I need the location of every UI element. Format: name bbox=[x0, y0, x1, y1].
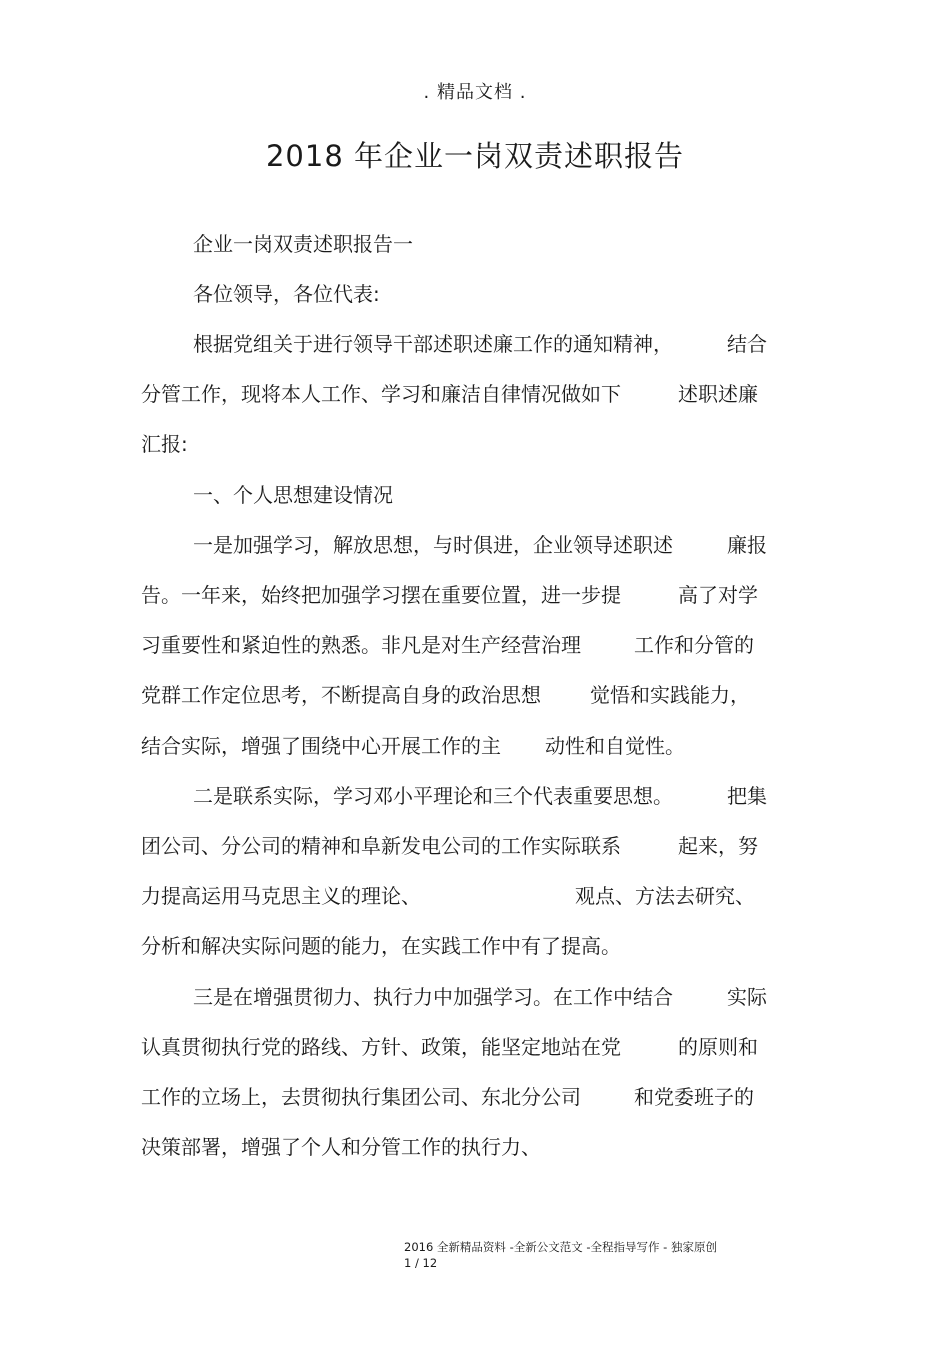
text-segment: 分析和解决实际问题的能力，在实践工作中有了提高。 bbox=[141, 934, 621, 958]
paragraph-line bbox=[0, 781, 950, 811]
text-segment: 一是加强学习，解放思想，与时俱进，企业领导述职述 bbox=[193, 533, 673, 557]
paragraph-line bbox=[0, 881, 950, 911]
text-segment: 认真贯彻执行党的路线、方针、政策，能坚定地站在党 bbox=[141, 1035, 621, 1059]
text-segment: 结合实际，增强了围绕中心开展工作的主 bbox=[141, 734, 501, 758]
text-segment: 结合 bbox=[727, 332, 767, 356]
text-segment: 把集 bbox=[727, 784, 767, 808]
paragraph-line bbox=[0, 630, 950, 660]
text-segment: 根据党组关于进行领导干部述职述廉工作的通知精神， bbox=[193, 332, 673, 356]
text-segment: 各位领导，各位代表: bbox=[193, 282, 380, 306]
paragraph-line bbox=[0, 580, 950, 610]
paragraph-line bbox=[0, 831, 950, 861]
text-segment: 高了对学 bbox=[678, 583, 758, 607]
paragraph-line bbox=[0, 379, 950, 409]
text-segment: 工作和分管的 bbox=[634, 633, 754, 657]
paragraph-line bbox=[0, 229, 950, 259]
paragraph-line bbox=[0, 480, 950, 510]
paragraph-line bbox=[0, 429, 950, 459]
document-header-mark: . 精品文档 . bbox=[423, 82, 527, 103]
paragraph-line bbox=[0, 1132, 950, 1162]
paragraph-line bbox=[0, 931, 950, 961]
paragraph-line bbox=[0, 1082, 950, 1112]
text-segment: 的原则和 bbox=[678, 1035, 758, 1059]
text-segment: 团公司、分公司的精神和阜新发电公司的工作实际联系 bbox=[141, 834, 621, 858]
footer-page-number: 1 / 12 bbox=[404, 1256, 438, 1270]
text-segment: 二是联系实际，学习邓小平理论和三个代表重要思想。 bbox=[193, 784, 673, 808]
paragraph-line bbox=[0, 329, 950, 359]
text-segment: 观点、方法去研究、 bbox=[575, 884, 755, 908]
text-segment: 三是在增强贯彻力、执行力中加强学习。在工作中结合 bbox=[193, 985, 673, 1009]
document-title: 2018 年企业一岗双责述职报告 bbox=[265, 139, 685, 173]
text-segment: 述职述廉 bbox=[678, 382, 758, 406]
text-segment: 企业一岗双责述职报告一 bbox=[193, 232, 413, 256]
text-segment: 实际 bbox=[727, 985, 767, 1009]
paragraph-line bbox=[0, 279, 950, 309]
footer-slogan: 2016 全新精品资料 -全新公文范文 -全程指导写作 - 独家原创 bbox=[404, 1240, 717, 1254]
text-segment: 和党委班子的 bbox=[634, 1085, 754, 1109]
text-segment: 觉悟和实践能力， bbox=[590, 683, 750, 707]
paragraph-line bbox=[0, 1032, 950, 1062]
text-segment: 汇报: bbox=[141, 432, 188, 456]
text-segment: 分管工作，现将本人工作、学习和廉洁自律情况做如下 bbox=[141, 382, 621, 406]
text-segment: 力提高运用马克思主义的理论、 bbox=[141, 884, 421, 908]
text-segment: 动性和自觉性。 bbox=[545, 734, 685, 758]
text-segment: 告。一年来，始终把加强学习摆在重要位置，进一步提 bbox=[141, 583, 621, 607]
text-segment: 习重要性和紧迫性的熟悉。非凡是对生产经营治理 bbox=[141, 633, 581, 657]
text-segment: 工作的立场上，去贯彻执行集团公司、东北分公司 bbox=[141, 1085, 581, 1109]
paragraph-line bbox=[0, 530, 950, 560]
text-segment: 起来，努 bbox=[678, 834, 758, 858]
text-segment: 廉报 bbox=[727, 533, 767, 557]
text-segment: 一、个人思想建设情况 bbox=[193, 483, 393, 507]
paragraph-line bbox=[0, 680, 950, 710]
paragraph-line bbox=[0, 982, 950, 1012]
paragraph-line bbox=[0, 731, 950, 761]
text-segment: 党群工作定位思考，不断提高自身的政治思想 bbox=[141, 683, 541, 707]
text-segment: 决策部署，增强了个人和分管工作的执行力、 bbox=[141, 1135, 541, 1159]
